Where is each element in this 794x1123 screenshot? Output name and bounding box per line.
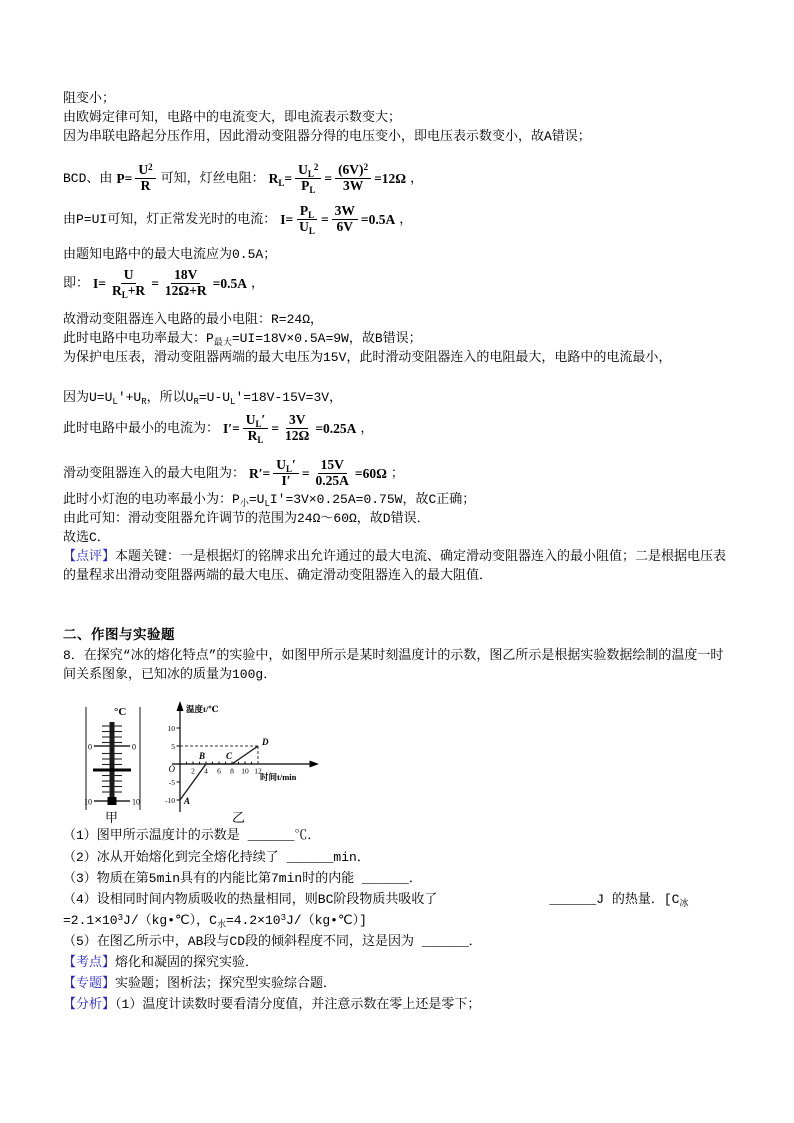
review-tag: 【点评】 <box>63 549 116 564</box>
question-8-4 <box>63 890 688 909</box>
formula-line-lamp-resistance <box>63 158 423 198</box>
x-tick-4: 4 <box>204 766 208 776</box>
solution-line-14: 此时小灯泡的电功率最小为：$P_小=U_LI'=3V\times 0.25A=0.75W$，故C正确； <box>63 492 476 509</box>
fenxi-tag: 【分析】 <box>63 997 116 1012</box>
y-axis-title: 温度t/℃ <box>186 704 219 714</box>
question-8-2: （2）冰从开始熔化到完全熔化持续了 ______min． <box>63 850 370 865</box>
thermometer-unit-label: °C <box>114 706 127 718</box>
formula-line-max-current <box>63 263 264 303</box>
scale-zero-right: 0 <box>132 742 136 752</box>
zhuanti-block <box>63 974 336 993</box>
formula-line-min-current <box>63 408 373 448</box>
point-label-B: B <box>199 751 206 761</box>
x-axis-title: 时间t/min <box>260 772 297 782</box>
exam-section-heading: 二、作图与实验题 <box>63 629 175 644</box>
question-8-4-unit: J 的热量．[$C_冰$ <box>596 892 689 909</box>
question-8-text: 8．在探究“冰的熔化特点”的实验中，如图甲所示是某时刻温度计的示数，图乙所示是根据实验数据绘制的温度一时间关系图象，已知冰的质量为100g． <box>63 648 724 682</box>
figure-caption-jia: 甲 <box>105 810 119 824</box>
x-tick-2: 2 <box>191 766 195 776</box>
y-axis-arrow <box>177 701 184 711</box>
solution-answer: 故选C． <box>63 530 110 545</box>
formula-mid: 可知，灯丝电阻： <box>160 170 265 186</box>
solution-line-3: 因为串联电路起分压作用，因此滑动变阻器分得的电压变小，即电压表示数变小，故A错误； <box>63 129 591 144</box>
point-label-A: A <box>184 796 191 806</box>
y-tick-10: 10 <box>167 724 175 733</box>
formula-min-current-calc: I′= $\frac{U_L'}{R_L}$ = $\frac{3V}{12\Omega}$ =0.25A <box>223 411 357 445</box>
question-8-4-blank: ______ <box>549 892 597 907</box>
formula-normal-current-calc: I= $\frac{P_L}{U_L}$ = $\frac{3W}{6V}$ =0.5A <box>280 202 396 236</box>
question-8-3: （3）物质在第5min具有的内能比第7min时的内能 ______． <box>63 871 422 886</box>
question-8-4-text: （4）设相同时间内物质吸收的热量相同，则BC阶段物质共吸收了 <box>63 892 438 907</box>
formula-lead: 滑动变阻器连入的最大电阻为： <box>63 465 246 481</box>
scale-zero-left: 0 <box>88 742 92 752</box>
y-tick-m5: -5 <box>168 778 175 787</box>
kaodian-tag: 【考点】 <box>63 955 116 970</box>
graph-figure <box>150 700 330 828</box>
x-axis-arrow <box>310 761 320 768</box>
formula-power-law: P= $\frac{U^2}{R}$ <box>115 163 157 194</box>
x-tick-6: 6 <box>217 766 221 776</box>
formula-lamp-resistance-calc: $R_L=$ $\frac{U_L^2}{P_L}$ = $\frac{(6V)^2}{3W}$ =12Ω <box>268 161 407 195</box>
scale-ten-right: 10 <box>132 797 140 807</box>
solution-line-9: 此时电路中电功率最大：$P_{最大}=UI=18V\times 0.5A=9W$，故B错误； <box>63 331 422 348</box>
solution-line-8: 故滑动变阻器连入电路的最小电阻：R=24Ω， <box>63 312 324 327</box>
point-label-C: C <box>226 751 233 761</box>
y-tick-m10: -10 <box>165 796 175 805</box>
formula-lead: 此时电路中最小的电流为： <box>63 420 220 436</box>
x-tick-10: 10 <box>241 766 249 776</box>
solution-line-10: 为保护电压表，滑动变阻器两端的最大电压为15V，此时滑动变阻器连入的电阻最大，电路中的电流最小， <box>63 350 672 365</box>
mercury-column <box>110 722 115 800</box>
formula-tail: ， <box>410 170 424 186</box>
melting-graph-image <box>150 700 330 824</box>
fenxi-block <box>63 995 480 1014</box>
solution-line-2: 由欧姆定律可知，电路中的电流变大，即电流表示数变大； <box>63 110 402 125</box>
x-tick-12: 12 <box>254 766 262 776</box>
y-tick-5: 5 <box>171 742 175 751</box>
thermometer-figure <box>78 700 148 828</box>
formula-lead: 由P=UI可知，灯正常发光时的电流： <box>63 211 277 227</box>
fenxi-text: （1）温度计读数时要看清分度值，并注意示数在零上还是零下； <box>115 997 481 1012</box>
formula-max-resistance-calc: R′= $\frac{U_L'}{I'}$ = $\frac{15V}{0.25A}$ =60Ω <box>249 456 387 488</box>
formula-line-max-resistance <box>63 453 404 493</box>
review-text: 本题关键：一是根据灯的铭牌求出允许通过的最大电流、确定滑动变阻器连入的最小阻值；二是根据电压表的量程求出滑动变阻器两端的最大电压、确定滑动变阻器连入的最大阻值． <box>63 549 727 583</box>
solution-line-11: 因为$U=U_L'+U_R$，所以$U_R=U-U_L'=18V-15V=3V$， <box>63 390 343 407</box>
formula-tail: ， <box>250 275 264 291</box>
question-8-1: （1）图甲所示温度计的示数是 ______℃． <box>63 828 321 843</box>
thermometer-image <box>78 700 148 824</box>
solution-line-6: 由题知电路中的最大电流应为0.5A； <box>63 247 277 262</box>
formula-tail: ， <box>399 211 413 227</box>
solution-line-1: 阻变小； <box>63 91 116 106</box>
kaodian-block <box>63 953 258 972</box>
origin-label: O <box>168 764 175 774</box>
formula-tail: ； <box>390 465 404 481</box>
formula-line-normal-current <box>63 199 412 239</box>
zhuanti-tag: 【专题】 <box>63 976 116 991</box>
formula-tail: ， <box>360 420 374 436</box>
figure-caption-yi: 乙 <box>232 810 246 824</box>
formula-max-current-calc: I= $\frac{U}{R_L+R}$ = $\frac{18V}{12\Omega+R}$ =0.5A <box>93 266 247 300</box>
review-block <box>63 547 735 585</box>
x-tick-8: 8 <box>230 766 234 776</box>
point-label-D: D <box>262 737 269 747</box>
formula-lead: BCD、由 <box>63 170 113 186</box>
question-8-5: （5）在图乙所示中，AB段与CD段的倾斜程度不同，这是因为 ______． <box>63 934 482 949</box>
question-8-4-line2: $=2.1\times 10^3J/(kg•℃)$，$C_水=4.2\times 10^3J/(kg•℃)$] <box>63 913 367 930</box>
solution-line-15: 由此可知：滑动变阻器允许调节的范围为24Ω～60Ω，故D错误． <box>63 511 430 526</box>
kaodian-text: 熔化和凝固的探究实验． <box>115 955 259 970</box>
scale-ten-left: 10 <box>84 797 92 807</box>
formula-lead: 即： <box>63 275 90 291</box>
zhuanti-text: 实验题；图析法；探究型实验综合题． <box>115 976 337 991</box>
